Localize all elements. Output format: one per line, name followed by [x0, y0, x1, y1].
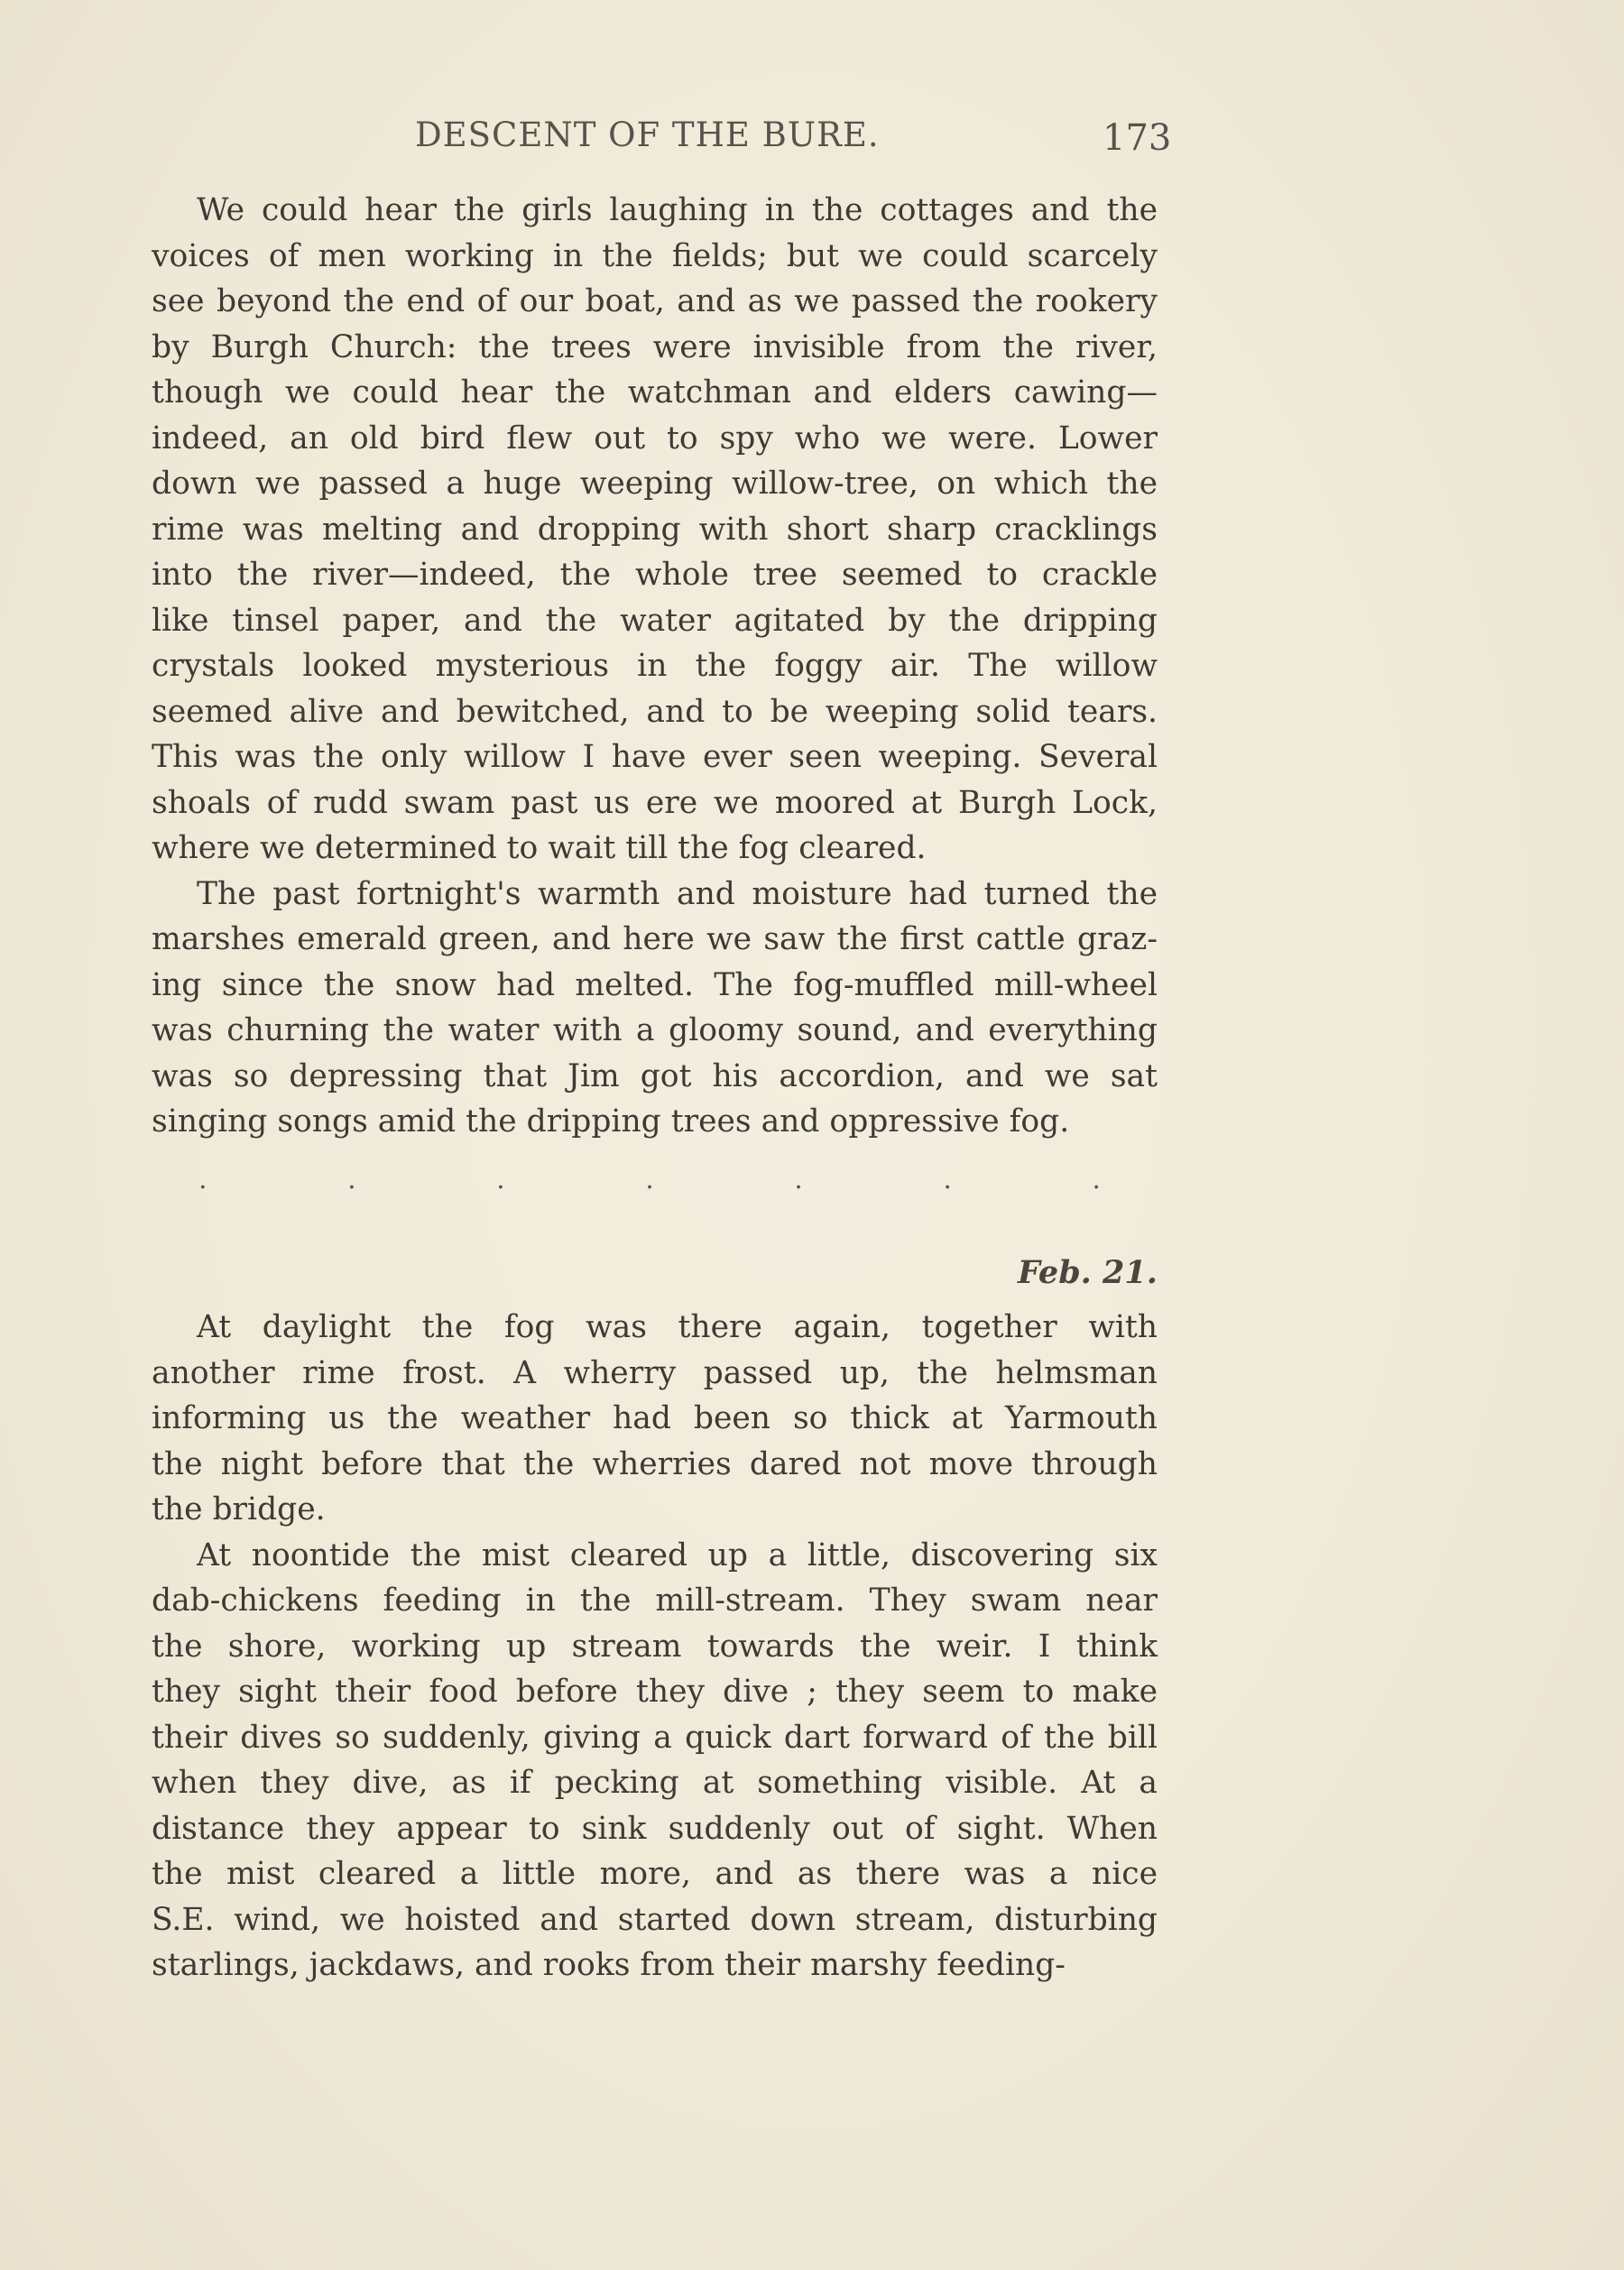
text-line: crystals looked mysterious in the foggy air. The willow — [152, 648, 1158, 684]
text-line: the night before that the wherries dared not move through — [152, 1445, 1158, 1482]
text-line: informing us the weather had been so thick at Yarmouth — [152, 1400, 1158, 1436]
dotted-separator — [198, 1164, 1101, 1195]
text-line: dab-chickens feeding in the mill-stream. They swam near — [152, 1583, 1158, 1619]
text-section-1 — [152, 188, 1158, 1145]
text-line: though we could hear the watchman and elders cawing— — [152, 374, 1158, 411]
text-line: was churning the water with a gloomy sound, and everything — [152, 1012, 1158, 1048]
text-line: was so depressing that Jim got his accordion, and we sat — [152, 1057, 1158, 1094]
text-line: another rime frost. A wherry passed up, the helmsman — [152, 1354, 1158, 1391]
running-title: DESCENT OF THE BURE. — [415, 115, 880, 154]
text-line: rime was melting and dropping with short sharp cracklings — [152, 511, 1158, 548]
text-line: This was the only willow I have ever seen weeping. Several — [152, 739, 1158, 775]
text-line: starlings, jackdaws, and rooks from their marshy feeding- — [152, 1947, 1066, 1983]
text-line: the bridge. — [152, 1491, 326, 1527]
text-line: singing songs amid the dripping trees and oppressive fog. — [152, 1103, 1070, 1140]
text-line: shoals of rudd swam past us ere we moored at Burgh Lock, — [152, 784, 1158, 821]
separator-dot: . — [1092, 1164, 1101, 1195]
text-line: into the river—indeed, the whole tree seemed to crackle — [152, 557, 1158, 593]
separator-dot: . — [943, 1164, 952, 1195]
text-line: The past fortnight's warmth and moisture had turned the — [197, 875, 1158, 912]
separator-dot: . — [496, 1164, 505, 1195]
text-line: like tinsel paper, and the water agitated by the dripping — [152, 602, 1158, 639]
separator-dot: . — [645, 1164, 654, 1195]
text-line: seemed alive and bewitched, and to be weeping solid tears. — [152, 693, 1158, 730]
text-section-2 — [152, 1305, 1158, 1989]
text-line: marshes emerald green, and here we saw the first cattle graz- — [152, 921, 1158, 957]
text-line: distance they appear to sink suddenly out of sight. When — [152, 1810, 1158, 1847]
text-line: their dives so suddenly, giving a quick dart forward of the bill — [152, 1719, 1158, 1756]
separator-dot: . — [794, 1164, 803, 1195]
text-line: where we determined to wait till the fog cleared. — [152, 830, 927, 866]
text-line: the mist cleared a little more, and as there was a nice — [152, 1856, 1158, 1892]
text-line: they sight their food before they dive ; they seem to make — [152, 1674, 1158, 1710]
text-line: At noontide the mist cleared up a little, discovering six — [197, 1536, 1158, 1573]
text-line: S.E. wind, we hoisted and started down stream, disturbing — [152, 1901, 1158, 1938]
text-line: by Burgh Church: the trees were invisible from the river, — [152, 328, 1158, 365]
separator-dot: . — [347, 1164, 356, 1195]
text-line: At daylight the fog was there again, together with — [197, 1309, 1158, 1345]
page-number: 173 — [1103, 117, 1172, 159]
entry-date: Feb. 21. — [1018, 1254, 1158, 1291]
text-line: the shore, working up stream towards the weir. I think — [152, 1628, 1158, 1665]
text-line: ing since the snow had melted. The fog-muffled mill-wheel — [152, 966, 1158, 1003]
text-line: when they dive, as if pecking at something visible. At a — [152, 1765, 1158, 1801]
separator-dot: . — [198, 1164, 208, 1195]
text-line: We could hear the girls laughing in the cottages and the — [197, 192, 1158, 228]
text-line: indeed, an old bird flew out to spy who we were. Lower — [152, 420, 1158, 457]
text-line: voices of men working in the fields; but we could scarcely — [152, 237, 1158, 274]
text-line: down we passed a huge weeping willow-tree, on which the — [152, 466, 1158, 502]
text-line: see beyond the end of our boat, and as we passed the rookery — [152, 283, 1158, 319]
